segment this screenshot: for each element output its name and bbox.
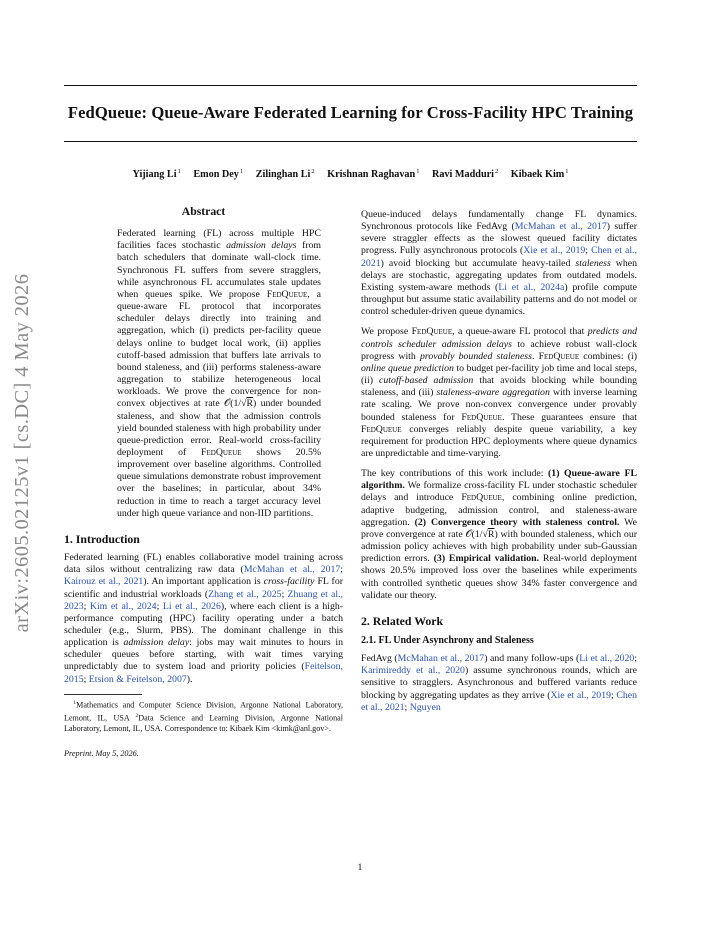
- subsection-heading: 2.1. FL Under Asynchrony and Staleness: [361, 635, 534, 646]
- paper-title: FedQueue: Queue-Aware Federated Learning for Cross-Facility HPC Training: [67, 103, 634, 122]
- author: Krishnan Raghavan$^1$: [327, 168, 420, 181]
- title-bottom-rule: [64, 141, 637, 142]
- related-work-paragraph: FedAvg (McMahan et al., 2017) and many follow-ups (Li et al., 2020; Karimireddy et al., 2020) assume synchronous rounds, which are sensitive to stragglers. Asynchronous and buffered variants reduce blocking by aggregating updates as they arrive (Xie et al., 2019; Chen et al., 2021; Nguyen: [361, 653, 637, 713]
- related-work-heading: 2. Related Work: [361, 613, 444, 628]
- author: Yijiang Li$^1$: [132, 168, 181, 181]
- arxiv-stamp: arXiv:2605.02125v1 [cs.DC] 4 May 2026: [11, 273, 33, 633]
- author: Emon Dey$^1$: [193, 168, 244, 181]
- author: Zilinghan Li$^2$: [255, 168, 315, 181]
- affiliation-footnote: $^1$Mathematics and Computer Science Division, Argonne National Laboratory, Lemont, IL, USA $^2$Data Science and Learning Division, Argonne National Laboratory, Lemont, IL, USA. Correspondence to: Kibaek Kim <kimk@anl.gov>.: [64, 700, 343, 733]
- author: Kibaek Kim$^1$: [510, 168, 569, 181]
- preprint-note: Preprint. May 5, 2026.: [64, 748, 139, 758]
- abstract-body: Federated learning (FL) across multiple HPC facilities faces stochastic admission delays from batch schedulers that dominate wall-clock time. Synchronous FL suffers from severe stragglers, while asynchronous FL accumulates stale updates when queues spike. We propose FedQueue, a queue-aware FL protocol that incorporates scheduler delays directly into training and aggregation, which (i) predicts per-facility queue delays online to budget local work, (ii) applies cutoff-based admission that buffers late arrivals to bound staleness, and (iii) performs staleness-aware aggregation to stabilize heterogeneous local workloads. We prove the convergence for non-convex objectives at rate 𝒪(1/√R) under bounded staleness, and show that the admission controls yield bounded staleness with high probability under queue-prediction error. Real-world cross-facility deployment of FedQueue shows 20.5% improvement over baseline algorithms. Controlled queue simulations demonstrate robust improvement over the baselines; in particular, about 34% reduction in time to reach a target accuracy level under high queue variance and non-IID partitions.: [117, 228, 322, 519]
- introduction-paragraph: Federated learning (FL) enables collaborative model training across data silos without centralizing raw data (McMahan et al., 2017; Kairouz et al., 2021). An important application is cross-facility FL for scientific and industrial workloads (Zhang et al., 2025; Zhuang et al., 2023; Kim et al., 2024; Li et al., 2026), where each client is a high-performance computing (HPC) facility operating under a batch scheduler (e.g., Slurm, PBS). The dominant challenge in this application is admission delay: jobs may wait minutes to hours in scheduler queues before starting, with wait times varying unpredictably due to system load and priority policies (Feitelson, 2015; Etsion & Feitelson, 2007).: [64, 552, 344, 685]
- introduction-heading: 1. Introduction: [64, 531, 140, 546]
- footnote-rule: [64, 694, 142, 695]
- intro-paragraph-3: We propose FedQueue, a queue-aware FL protocol that predicts and controls scheduler admission delays to achieve robust wall-clock progress with provably bounded staleness. FedQueue combines: (i) online queue prediction to budget per-facility job time and local steps, (ii) cutoff-based admission that avoids blocking while bounding staleness, and (iii) staleness-aware aggregation with inverse learning rate scaling. We prove non-convex convergence under provably bounded staleness for FedQueue. These guarantees ensure that FedQueue converges reliably despite queue variability, a key requirement for production HPC deployments where queue dynamics are unpredictable and time-varying.: [361, 326, 638, 459]
- right-column: [361, 209, 637, 722]
- top-rule: [64, 85, 637, 86]
- left-column: [64, 206, 343, 760]
- author-list: [64, 168, 637, 180]
- intro-paragraph-4: The key contributions of this work include: (1) Queue-aware FL algorithm. We formalize cross-facility FL under stochastic scheduler delays and introduce FedQueue, combining online prediction, adaptive budgeting, admission control, and staleness-aware aggregation. (2) Convergence theory with staleness control. We prove convergence at rate 𝒪(1/√R) with bounded staleness, which our admission policy achieves with high probability under sub-Gaussian prediction errors. (3) Empirical validation. Real-world deployment shows 20.5% improved loss over the baselines while experiments with controlled synthetic queues show 34% faster convergence and validate our theory.: [361, 468, 637, 601]
- abstract-heading: Abstract: [181, 205, 226, 218]
- page-number: 1: [357, 862, 363, 873]
- intro-paragraph-2: Queue-induced delays fundamentally change FL dynamics. Synchronous protocols like FedAvg (McMahan et al., 2017) suffer severe straggler effects as the slowest queued facility dictates progress. Fully asynchronous protocols (Xie et al., 2019; Chen et al., 2021) avoid blocking but accumulate heavy-tailed staleness when delays are stochastic, aggregating updates from outdated models. Existing system-aware methods (Li et al., 2024a) profile compute throughput but assume static availability patterns and do not model or control scheduler-driven queue dynamics.: [361, 209, 637, 318]
- author: Ravi Madduri$^2$: [431, 168, 499, 181]
